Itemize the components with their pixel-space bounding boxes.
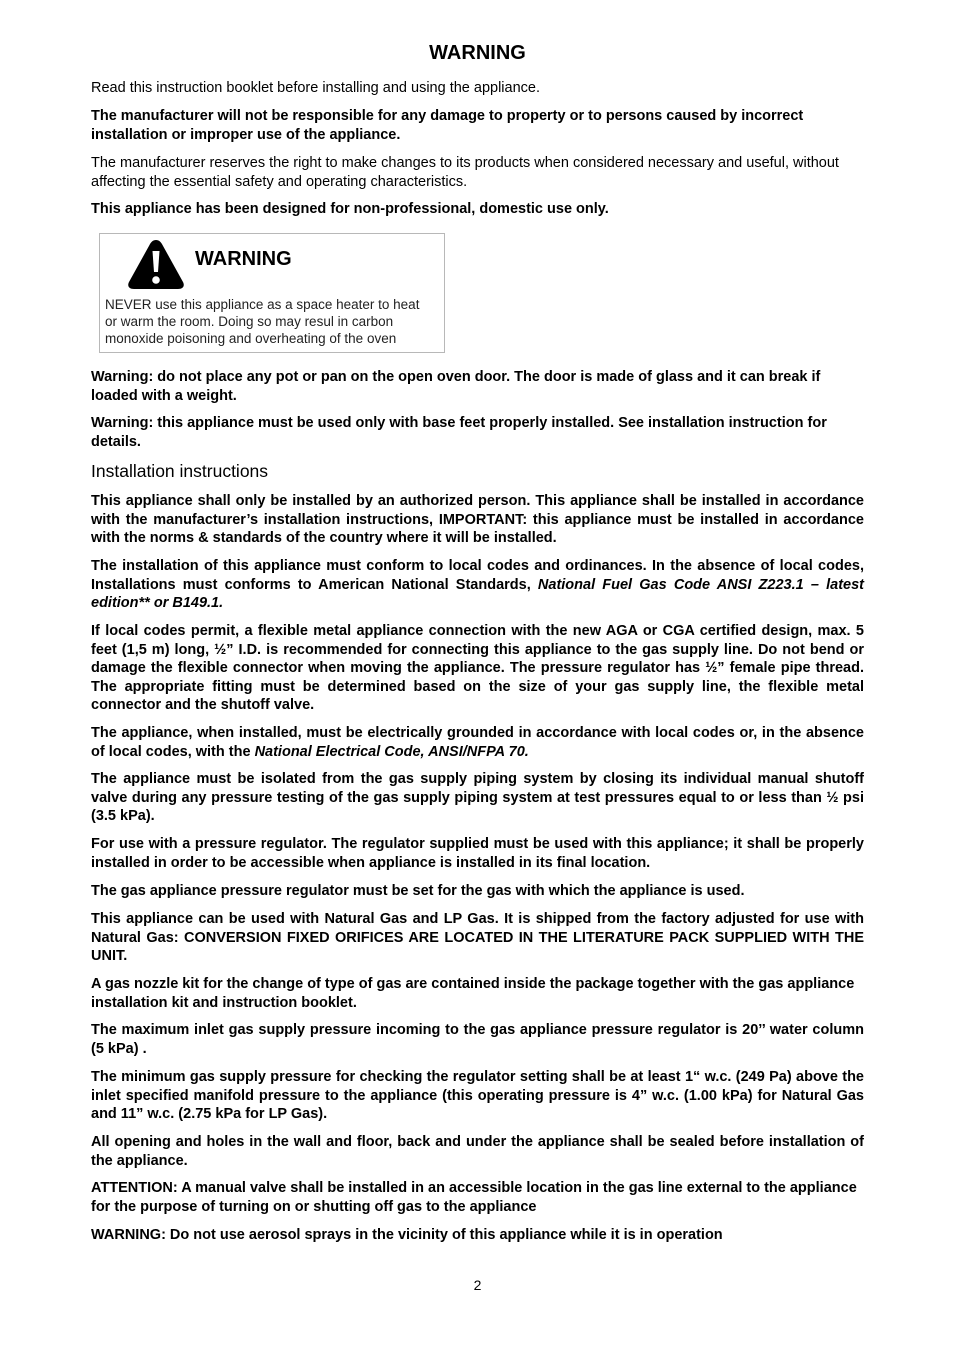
codes-text-normal: The installation of this appliance must conform to local codes and ordinances. In the absence of local codes, Installations must conforms to American National Standards,: [91, 558, 864, 593]
warning-box-heading: WARNING: [195, 248, 292, 270]
grounded-text-italic: National Electrical Code, ANSI/NFPA 70.: [254, 743, 529, 760]
base-feet-warning: Warning: this appliance must be used only with base feet properly installed. See installation instruction for details.: [91, 415, 827, 450]
installation-heading: Installation instructions: [91, 461, 269, 481]
oven-door-warning: Warning: do not place any pot or pan on the open oven door. The door is made of glass and it can break if loaded with a weight.: [91, 369, 821, 404]
liability-text: The manufacturer will not be responsible for any damage to property or to persons caused by incorrect installation or improper use of the appliance.: [91, 108, 804, 143]
max-pressure-text: The maximum inlet gas supply pressure incoming to the gas appliance pressure regulator is 20’’ water column (5 kPa) .: [91, 1022, 864, 1057]
grounded-text: [91, 724, 864, 761]
manual-valve-text: ATTENTION: A manual valve shall be installed in an accessible location in the gas line external to the appliance for the purpose of turning on or shutting off gas to the appliance: [91, 1180, 857, 1215]
openings-text: All opening and holes in the wall and floor, back and under the appliance shall be sealed before installation of the appliance.: [91, 1134, 864, 1169]
read-booklet-text: Read this instruction booklet before installing and using the appliance.: [91, 80, 540, 96]
warning-box: [99, 233, 445, 353]
authorized-person-text: This appliance shall only be installed by an authorized person. This appliance shall be installed in accordance with the manufacturer’s installation instructions, IMPORTANT: this appliance must be installed in accordance with the norms & standards of the country where it will be installed.: [91, 493, 864, 546]
nozzle-kit-text: A gas nozzle kit for the change of type of gas are contained inside the package together with the gas appliance installation kit and instruction booklet.: [91, 976, 855, 1011]
warning-box-line: NEVER use this appliance as a space heater to heat: [105, 297, 420, 312]
regulator-set-text: The gas appliance pressure regulator must be set for the gas with which the appliance is used.: [91, 883, 745, 899]
regulator-use-text: For use with a pressure regulator. The regulator supplied must be used with this appliance; it shall be properly installed in order to be accessible when appliance is installed in its final location.: [91, 836, 864, 871]
warning-box-line: or warm the room. Doing so may resul in carbon: [105, 314, 394, 329]
min-pressure-text: The minimum gas supply pressure for checking the regulator setting shall be at least 1“ w.c. (249 Pa) above the inlet specified manifold pressure to the appliance (this operating pressure is 4” w.c. (1.00 kPa) for Natural Gas and 11” w.c. (2.75 kPa for LP Gas).: [91, 1069, 864, 1122]
grounded-text-normal: The appliance, when installed, must be electrically grounded in accordance with local codes or, in the absence of local codes, with the: [91, 725, 864, 760]
warning-box-line: monoxide poisoning and overheating of the oven: [105, 331, 397, 346]
codes-text: [91, 557, 864, 613]
page-number: 2: [473, 1277, 482, 1293]
flexible-connector-text: If local codes permit, a flexible metal appliance connection with the new AGA or CGA certified design, max. 5 feet (1,5 m) long, ½” I.D. is recommended for connecting this appliance to the gas supply line. Do not bend or damage the flexible connector when moving the appliance. The pressure regulator has ½” female pipe thread. The appropriate fitting must be determined based on the size of your gas supply line, the flexible metal connector and the shutoff valve.: [91, 623, 864, 713]
codes-text-italic: National Fuel Gas Code ANSI Z223.1 – latest edition** or B149.1.: [91, 576, 864, 611]
domestic-use-text: This appliance has been designed for non-professional, domestic use only.: [91, 201, 609, 217]
reserve-rights-text: The manufacturer reserves the right to make changes to its products when considered necessary and useful, without affecting the essential safety and operating characteristics.: [91, 155, 839, 190]
gas-types-text: This appliance can be used with Natural Gas and LP Gas. It is shipped from the factory adjusted for use with Natural Gas: CONVERSION FIXED ORIFICES ARE LOCATED IN THE LITERATURE PACK SUPPLIED WITH THE UNIT.: [91, 911, 864, 964]
aerosol-warning: WARNING: Do not use aerosol sprays in the vicinity of this appliance while it is in operation: [91, 1227, 723, 1243]
isolated-text: The appliance must be isolated from the gas supply piping system by closing its individual manual shutoff valve during any pressure testing of the gas supply piping system at test pressures equal to or less than ½ psi (3.5 kPa).: [91, 771, 864, 824]
warning-exclamation-icon: [126, 238, 186, 290]
page-title: WARNING: [429, 42, 526, 64]
